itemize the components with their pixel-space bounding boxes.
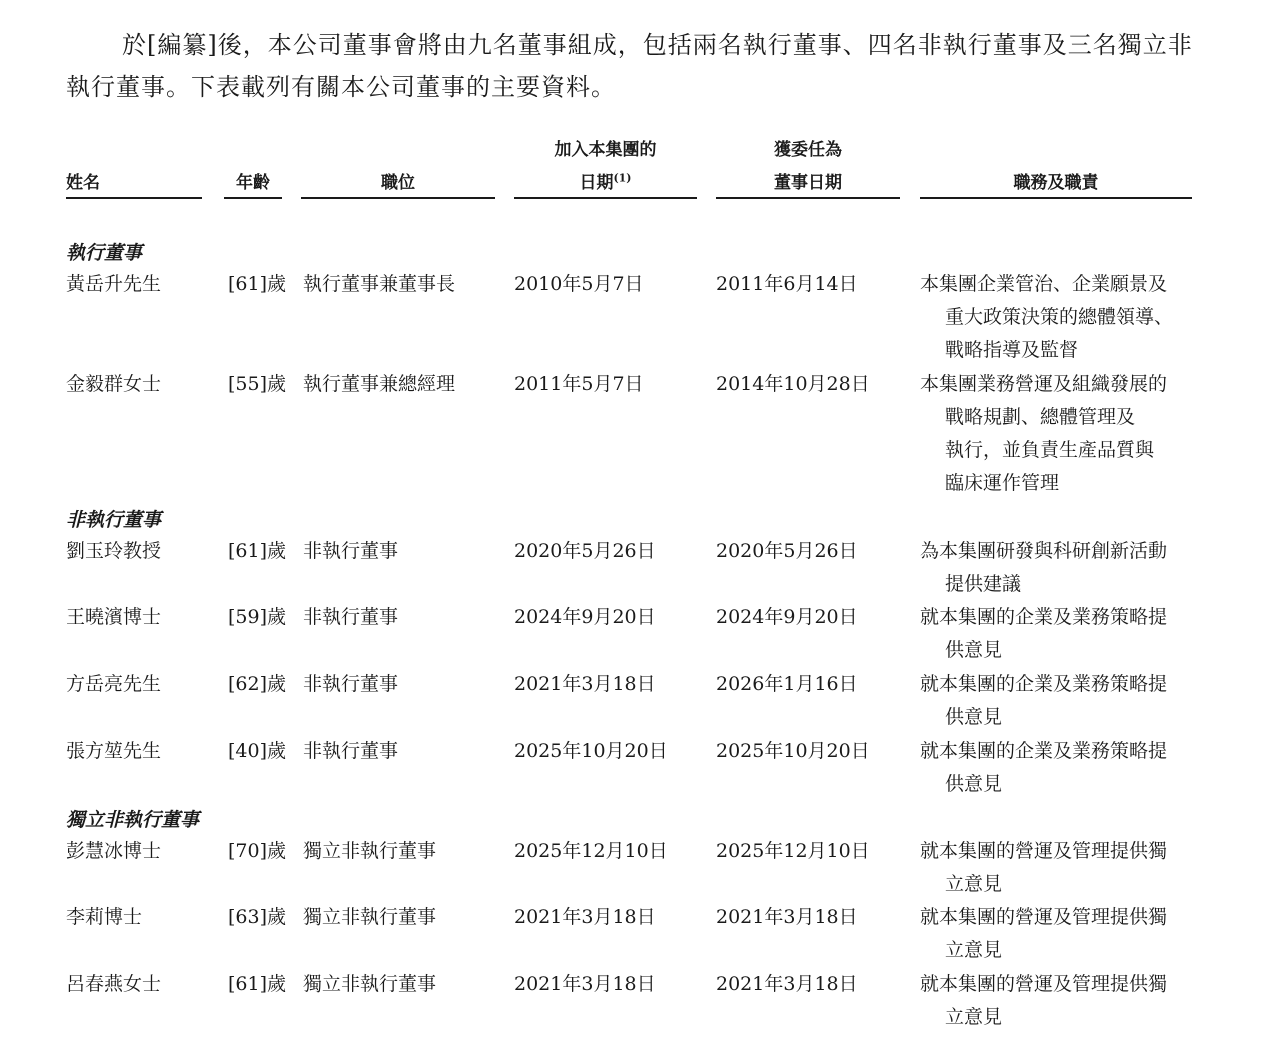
director-position: 執行董事兼董事長 xyxy=(303,273,456,295)
header-rule-appoint xyxy=(716,197,900,199)
join-date: 2020年5月26日 xyxy=(514,540,656,562)
director-age: [59]歲 xyxy=(228,606,287,628)
appointment-date: 2021年3月18日 xyxy=(716,906,858,928)
appointment-date: 2014年10月28日 xyxy=(716,373,870,395)
header-rule-name xyxy=(66,197,202,199)
appointment-date: 2011年6月14日 xyxy=(716,273,858,295)
join-date: 2024年9月20日 xyxy=(514,606,656,628)
director-duties: 就本集團的企業及業務策略提 供意見 xyxy=(920,673,1168,728)
join-date: 2025年12月10日 xyxy=(514,840,668,862)
director-age: [61]歲 xyxy=(228,273,287,295)
director-position: 非執行董事 xyxy=(303,606,399,628)
director-position: 執行董事兼總經理 xyxy=(303,373,456,395)
director-name: 方岳亮先生 xyxy=(66,673,162,695)
header-duties: 職務及職責 xyxy=(1013,173,1099,193)
join-date: 2011年5月7日 xyxy=(514,373,644,395)
join-date: 2021年3月18日 xyxy=(514,673,656,695)
director-age: [70]歲 xyxy=(228,840,287,862)
director-duties: 就本集團的營運及管理提供獨 立意見 xyxy=(920,906,1168,961)
director-name: 呂春燕女士 xyxy=(66,973,162,995)
director-position: 非執行董事 xyxy=(303,740,399,762)
director-duties: 本集團業務營運及組織發展的 戰略規劃、總體管理及 執行，並負責生產品質與 臨床運作管理 xyxy=(920,373,1168,494)
intro-paragraph: 於[編纂]後，本公司董事會將由九名董事組成，包括兩名執行董事、四名非執行董事及三名獨立非執行董事。下表載列有關本公司董事的主要資料。 xyxy=(66,31,1193,101)
director-age: [61]歲 xyxy=(228,540,287,562)
director-duties: 本集團企業管治、企業願景及 重大政策決策的總體領導、 戰略指導及監督 xyxy=(920,273,1174,361)
director-name: 黃岳升先生 xyxy=(66,273,162,295)
header-rule-position xyxy=(301,197,495,199)
header-appoint-date: 獲委任為 董事日期 xyxy=(774,140,842,193)
director-position: 獨立非執行董事 xyxy=(303,906,437,928)
director-age: [40]歲 xyxy=(228,740,287,762)
director-name: 王曉濱博士 xyxy=(66,606,162,628)
director-name: 彭慧冰博士 xyxy=(66,840,162,862)
join-date: 2010年5月7日 xyxy=(514,273,644,295)
header-name: 姓名 xyxy=(66,173,100,193)
appointment-date: 2021年3月18日 xyxy=(716,973,858,995)
appointment-date: 2025年12月10日 xyxy=(716,840,870,862)
join-date: 2025年10月20日 xyxy=(514,740,668,762)
director-position: 非執行董事 xyxy=(303,540,399,562)
section-title-non-executive: 非執行董事 xyxy=(66,509,162,531)
header-join-date: 加入本集團的 日期$^{(1)}$ xyxy=(554,140,657,193)
section-title-independent: 獨立非執行董事 xyxy=(66,809,200,831)
director-name: 李莉博士 xyxy=(66,906,143,928)
director-age: [61]歲 xyxy=(228,973,287,995)
director-age: [62]歲 xyxy=(228,673,287,695)
director-duties: 就本集團的企業及業務策略提 供意見 xyxy=(920,740,1168,795)
appointment-date: 2025年10月20日 xyxy=(716,740,870,762)
director-position: 獨立非執行董事 xyxy=(303,840,437,862)
header-position: 職位 xyxy=(381,173,415,193)
director-age: [55]歲 xyxy=(228,373,287,395)
header-rule-duties xyxy=(920,197,1192,199)
header-rule-age xyxy=(224,197,282,199)
director-position: 獨立非執行董事 xyxy=(303,973,437,995)
director-age: [63]歲 xyxy=(228,906,287,928)
director-name: 金毅群女士 xyxy=(66,373,162,395)
director-duties: 就本集團的企業及業務策略提 供意見 xyxy=(920,606,1168,661)
director-name: 張方堃先生 xyxy=(66,740,162,762)
director-duties: 為本集團研發與科研創新活動 提供建議 xyxy=(920,540,1168,595)
director-position: 非執行董事 xyxy=(303,673,399,695)
footnote-marker: (1) xyxy=(613,171,632,185)
director-duties: 就本集團的營運及管理提供獨 立意見 xyxy=(920,840,1168,895)
director-duties: 就本集團的營運及管理提供獨 立意見 xyxy=(920,973,1168,1028)
section-title-executive: 執行董事 xyxy=(66,242,143,264)
join-date: 2021年3月18日 xyxy=(514,973,656,995)
appointment-date: 2026年1月16日 xyxy=(716,673,858,695)
header-age: 年齡 xyxy=(236,173,270,193)
director-name: 劉玉玲教授 xyxy=(66,540,162,562)
appointment-date: 2024年9月20日 xyxy=(716,606,858,628)
appointment-date: 2020年5月26日 xyxy=(716,540,858,562)
header-rule-join xyxy=(514,197,697,199)
join-date: 2021年3月18日 xyxy=(514,906,656,928)
